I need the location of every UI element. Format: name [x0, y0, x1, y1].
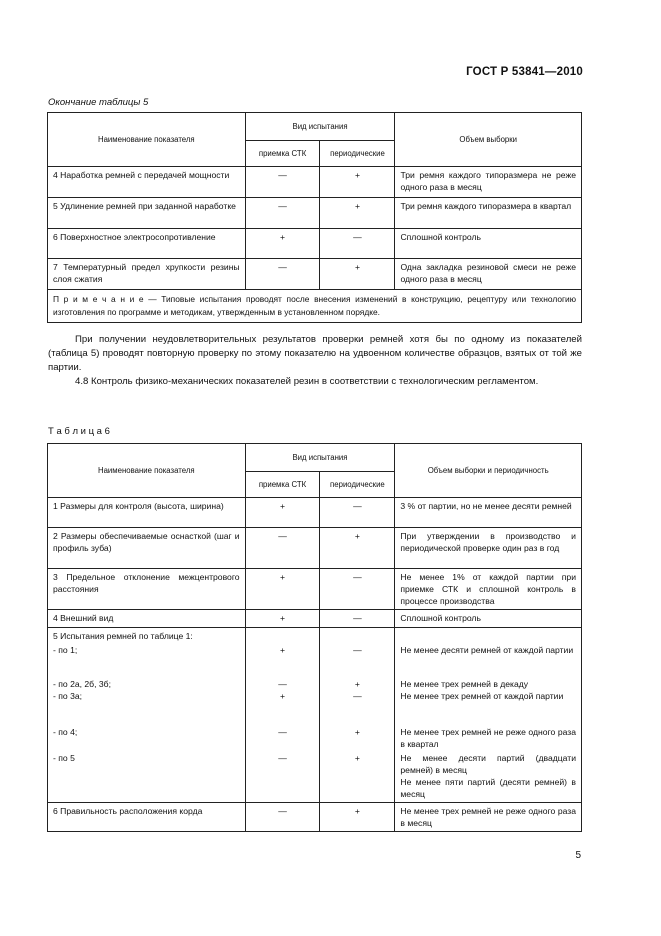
row-sample: Сплошной контроль — [395, 229, 582, 259]
row-name: 7 Температурный предел хрупкости резины слоя сжатия — [48, 259, 246, 290]
table-row — [48, 167, 582, 198]
row5-item-sample: Не менее десяти ремней от каждой партии — [400, 645, 574, 655]
row-sample: Не менее 1% от каждой партии при приемке СТК и сплошной контроль в процессе производства — [395, 569, 582, 610]
row5-item-stk: + — [279, 645, 286, 655]
row-name: 6 Поверхностное электросопротивление — [48, 229, 246, 259]
row-name: 6 Правильность расположения корда — [48, 803, 246, 832]
row5-item-stk: — — [278, 679, 287, 689]
row-stk: — — [245, 198, 320, 229]
row-sample: Не менее трех ремней не реже одного раза в месяц — [395, 803, 582, 832]
row-sample: При утверждении в производство и периодической проверке один раз в год — [395, 528, 582, 569]
row-periodic: + — [320, 803, 395, 832]
table-row — [48, 803, 582, 832]
row-periodic: + — [320, 259, 395, 290]
row5-item-name: - по 2а, 2б, 3б; — [53, 679, 111, 689]
table6-col-sample: Объем выборки и периодичность — [395, 444, 582, 498]
page-number: 5 — [575, 850, 581, 861]
table6-caption: Т а б л и ц а 6 — [48, 426, 110, 437]
table-row — [48, 610, 582, 628]
row-name: 1 Размеры для контроля (высота, ширина) — [48, 498, 246, 528]
table5-col-stk: приемка СТК — [245, 141, 320, 167]
table6-col-test: Вид испытания — [245, 444, 395, 472]
row5-item-periodic: + — [354, 727, 360, 737]
row5-item-name: - по 4; — [53, 727, 78, 737]
row5-item-name: - по 1; — [53, 645, 78, 655]
row5-item-stk: — — [278, 727, 287, 737]
row-periodic: — — [320, 498, 395, 528]
row-name: 2 Размеры обеспечиваемые оснасткой (шаг и профиль зуба) — [48, 528, 246, 569]
row5-item-sample: Не менее десяти партий (двадцати ремней) в месяц — [400, 753, 576, 775]
table5-note: П р и м е ч а н и е — Типовые испытания проводят после внесения изменений в конструкцию, рецептуру или технологию изготовления по программе и методикам, утвержденным в установленном порядке. — [48, 290, 582, 323]
row-name: 4 Наработка ремней с передачей мощности — [48, 167, 246, 198]
table-row — [48, 569, 582, 610]
row-name: 5 Удлинение ремней при заданной наработке — [48, 198, 246, 229]
table5-caption: Окончание таблицы 5 — [48, 97, 149, 108]
table-row — [48, 259, 582, 290]
table6-col-name: Наименование показателя — [48, 444, 246, 498]
paragraph-retest: При получении неудовлетворительных результатов проверки ремней хотя бы по одному из показателей (таблица 5) проводят повторную проверку по этому показателю на удвоенном количестве образцов, взятых от той же партии. — [48, 334, 582, 373]
row5-item-periodic: + — [354, 753, 360, 763]
row5-item-sample: Не менее трех ремней от каждой партии — [400, 691, 564, 701]
table5-col-name: Наименование показателя — [48, 113, 246, 167]
table6 — [47, 443, 582, 832]
row5-item-sample: Не менее трех ремней не реже одного раза в квартал — [400, 727, 576, 749]
row-stk: + — [245, 498, 320, 528]
row5-item-periodic: + — [354, 679, 360, 689]
row-stk: — — [245, 803, 320, 832]
row-stk: + — [245, 569, 320, 610]
row-stk: — — [245, 167, 320, 198]
row-name: 4 Внешний вид — [48, 610, 246, 628]
table5 — [47, 112, 582, 323]
row5-stk-cell — [245, 628, 320, 803]
row-periodic: + — [320, 198, 395, 229]
row-periodic: + — [320, 528, 395, 569]
row-periodic: — — [320, 229, 395, 259]
table6-col-periodic: периодические — [320, 472, 395, 498]
row5-name-cell — [48, 628, 246, 803]
row5-item-name: - по 5 — [53, 753, 75, 763]
row5-item-stk: + — [279, 691, 286, 701]
row5-title: 5 Испытания ремней по таблице 1: — [53, 631, 193, 641]
row5-item-sample: Не менее трех ремней в декаду — [400, 679, 529, 689]
row5-item-stk: — — [278, 753, 287, 763]
table6-col-stk: приемка СТК — [245, 472, 320, 498]
row5-sample-cell — [395, 628, 582, 803]
row5-item-periodic: — — [353, 645, 362, 655]
row-stk: + — [245, 610, 320, 628]
table5-col-test: Вид испытания — [245, 113, 395, 141]
row-stk: — — [245, 259, 320, 290]
row-sample: Три ремня каждого типоразмера не реже одного раза в месяц — [395, 167, 582, 198]
row-sample: Сплошной контроль — [395, 610, 582, 628]
row-periodic: + — [320, 167, 395, 198]
row5-item-periodic: — — [353, 691, 362, 701]
row-sample: Одна закладка резиновой смеси не реже одного раза в месяц — [395, 259, 582, 290]
table5-col-sample: Объем выборки — [395, 113, 582, 167]
document-header: ГОСТ Р 53841—2010 — [466, 66, 583, 78]
row5-item-sample-extra: Не менее пяти партий (десяти ремней) в месяц — [400, 777, 576, 799]
row-name: 3 Предельное отклонение межцентрового расстояния — [48, 569, 246, 610]
table5-col-periodic: периодические — [320, 141, 395, 167]
row-stk: — — [245, 528, 320, 569]
paragraph-4-8: 4.8 Контроль физико-механических показателей резин в соответствии с технологическим регламентом. — [75, 376, 539, 387]
table-row — [48, 498, 582, 528]
table-row-group-5 — [48, 628, 582, 803]
row5-item-name: - по 3а; — [53, 691, 83, 701]
table-row — [48, 229, 582, 259]
row-periodic: — — [320, 569, 395, 610]
table-row — [48, 198, 582, 229]
row-sample: Три ремня каждого типоразмера в квартал — [395, 198, 582, 229]
row-periodic: — — [320, 610, 395, 628]
row5-periodic-cell — [320, 628, 395, 803]
row-stk: + — [245, 229, 320, 259]
table-row — [48, 528, 582, 569]
row-sample: 3 % от партии, но не менее десяти ремней — [395, 498, 582, 528]
